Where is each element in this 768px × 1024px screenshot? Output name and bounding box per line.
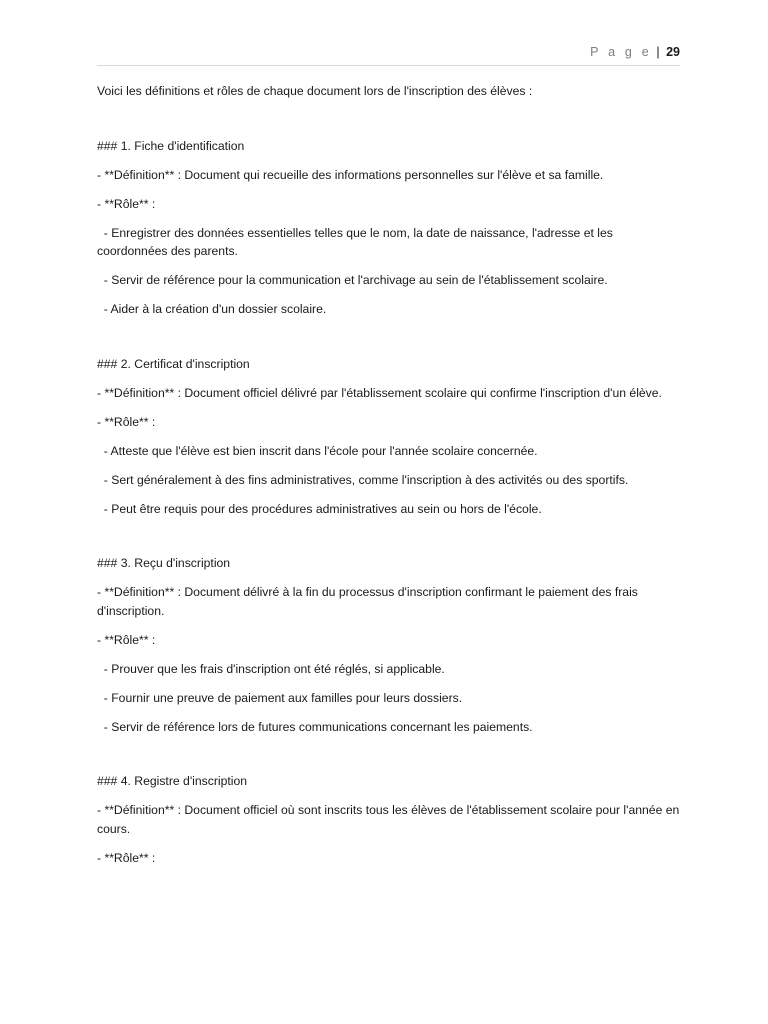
section-heading: ### 3. Reçu d'inscription: [97, 556, 231, 570]
section-role-label: - **Rôle** :: [97, 196, 156, 211]
page-label: P a g e: [590, 45, 652, 59]
role-item: - Aider à la création d'un dossier scolaire.: [97, 302, 327, 316]
section-definition: - **Définition** : Document délivré à la fin du processus d'inscription confirmant le paiement des frais d'inscription.: [97, 585, 638, 618]
role-item: - Prouver que les frais d'inscription ont été réglés, si applicable.: [97, 661, 445, 676]
role-item: - Servir de référence pour la communication et l'archivage au sein de l'établissement scolaire.: [97, 273, 608, 287]
page-header: [97, 45, 680, 66]
document-body: [97, 82, 680, 867]
intro-text: Voici les définitions et rôles de chaque document lors de l'inscription des élèves :: [97, 84, 533, 98]
role-item: - Enregistrer des données essentielles telles que le nom, la date de naissance, l'adresse et les coordonnées des parents.: [97, 225, 613, 258]
role-item: - Fournir une preuve de paiement aux familles pour leurs dossiers.: [97, 690, 463, 705]
role-item: - Servir de référence lors de futures communications concernant les paiements.: [97, 719, 533, 734]
section-definition: - **Définition** : Document officiel délivré par l'établissement scolaire qui confirme l'inscription d'un élève.: [97, 385, 662, 400]
section-heading: ### 2. Certificat d'inscription: [97, 356, 250, 371]
section-role-label: - **Rôle** :: [97, 414, 156, 429]
role-item: - Atteste que l'élève est bien inscrit dans l'école pour l'année scolaire concernée.: [97, 443, 538, 458]
section-heading: ### 4. Registre d'inscription: [97, 774, 248, 788]
section-role-label: - **Rôle** :: [97, 632, 156, 647]
section-role-label: - **Rôle** :: [97, 850, 156, 865]
page-number: 29: [666, 45, 680, 59]
role-item: - Peut être requis pour des procédures administratives au sein ou hors de l'école.: [97, 501, 542, 516]
role-item: - Sert généralement à des fins administratives, comme l'inscription à des activités ou des sportifs.: [97, 472, 629, 487]
section-definition: - **Définition** : Document officiel où sont inscrits tous les élèves de l'établissement scolaire pour l'année en cours.: [97, 803, 680, 836]
section-definition: - **Définition** : Document qui recueille des informations personnelles sur l'élève et sa famille.: [97, 167, 604, 182]
section-heading: ### 1. Fiche d'identification: [97, 138, 245, 153]
page-separator: |: [656, 45, 660, 59]
